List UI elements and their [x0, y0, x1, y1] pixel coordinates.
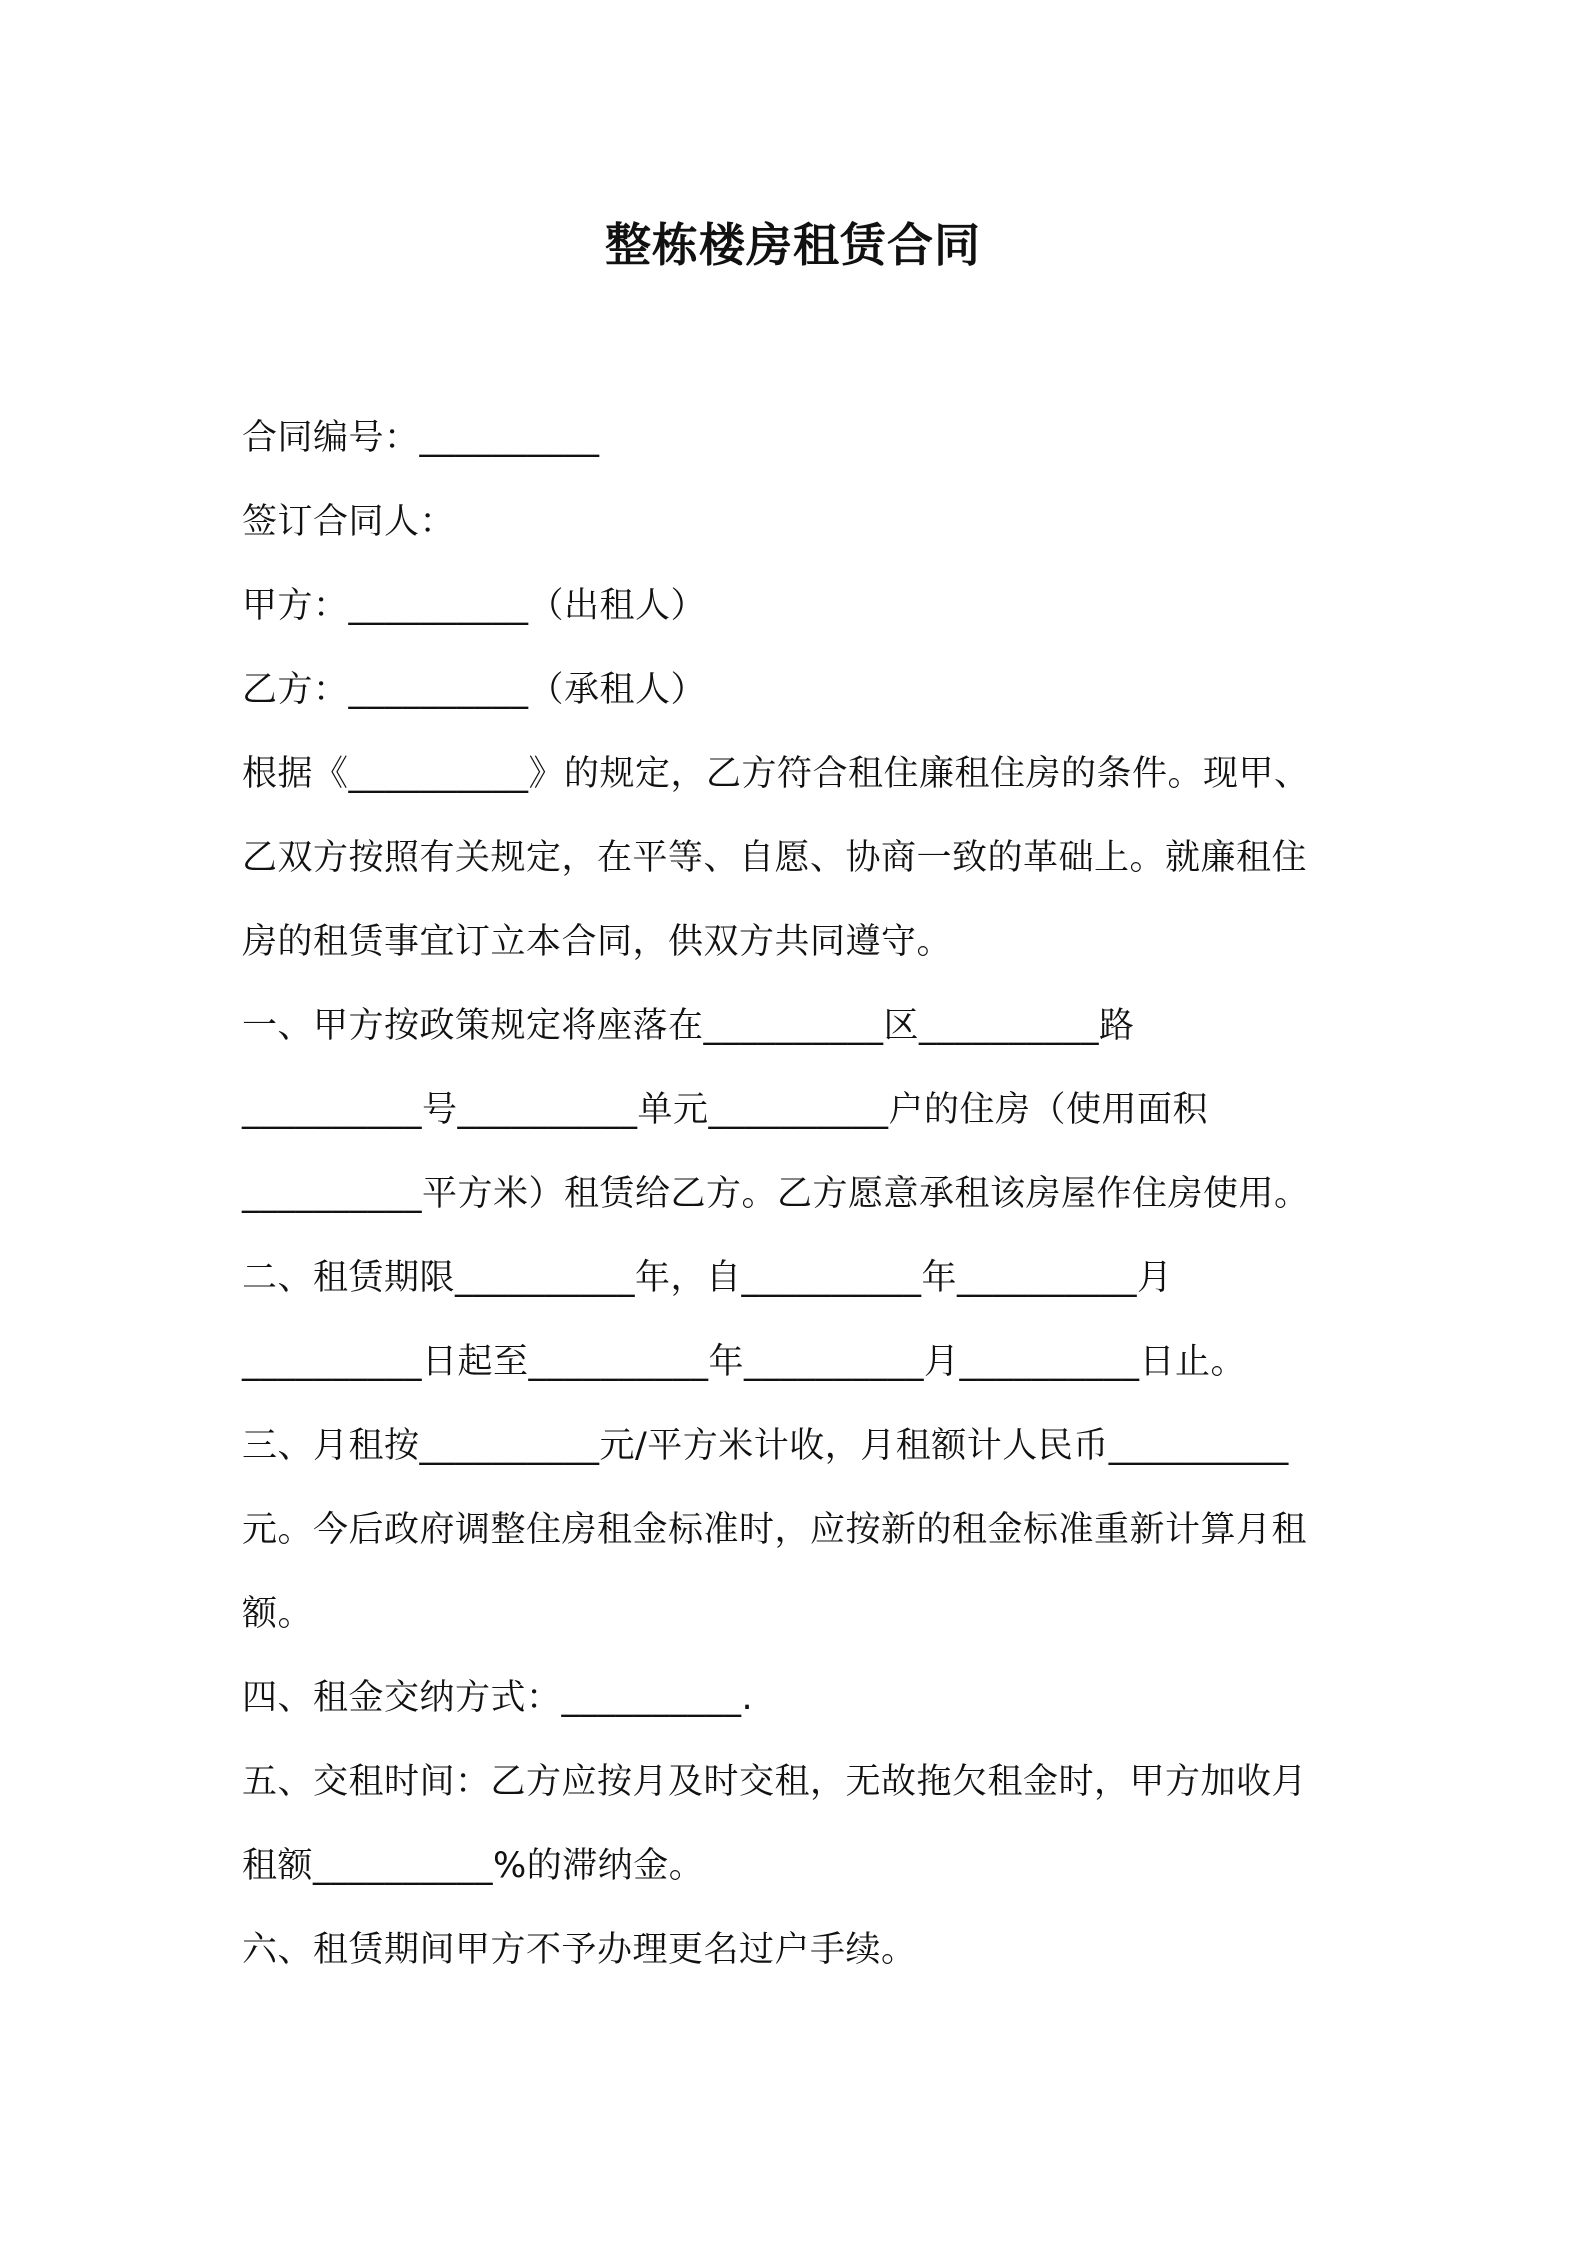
document-body — [242, 408, 1362, 2004]
clause-2-line-2: __________日起至__________年__________月__________日止。 — [242, 1342, 1247, 1382]
clause-3-line-3: 额。 — [242, 1594, 314, 1634]
clause-6-line: 六、租赁期间甲方不予办理更名过户手续。 — [242, 1930, 917, 1970]
clause-3-line-1: 三、月租按__________元/平方米计收，月租额计人民币__________ — [242, 1426, 1289, 1466]
clause-3-line-2: 元。今后政府调整住房租金标准时，应按新的租金标准重新计算月租 — [242, 1510, 1308, 1550]
clause-2-line-1: 二、租赁期限__________年，自__________年__________月 — [242, 1258, 1173, 1298]
clause-1-line-3: __________平方米）租赁给乙方。乙方愿意承租该房屋作住房使用。 — [242, 1174, 1310, 1214]
party-b-line: 乙方：__________（承租人） — [242, 670, 707, 710]
contract-number-line: 合同编号：__________ — [242, 418, 600, 458]
clause-4-line: 四、租金交纳方式：__________. — [242, 1678, 754, 1718]
clause-1-line-1: 一、甲方按政策规定将座落在__________区__________路 — [242, 1006, 1135, 1046]
preamble-line-3: 房的租赁事宜订立本合同，供双方共同遵守。 — [242, 922, 953, 962]
document-title: 整栋楼房租赁合同 — [605, 218, 981, 272]
preamble-line-1: 根据《__________》的规定，乙方符合租住廉租住房的条件。现甲、 — [242, 754, 1310, 794]
clause-5-line-2: 租额__________%的滞纳金。 — [242, 1846, 705, 1886]
party-a-line: 甲方：__________（出租人） — [242, 586, 707, 626]
preamble-line-2: 乙双方按照有关规定，在平等、自愿、协商一致的革础上。就廉租住 — [242, 838, 1308, 878]
signing-parties-line: 签订合同人： — [242, 502, 456, 542]
clause-1-line-2: __________号__________单元__________户的住房（使用面积 — [242, 1090, 1209, 1130]
clause-5-line-1: 五、交租时间：乙方应按月及时交租，无故拖欠租金时，甲方加收月 — [242, 1762, 1308, 1802]
